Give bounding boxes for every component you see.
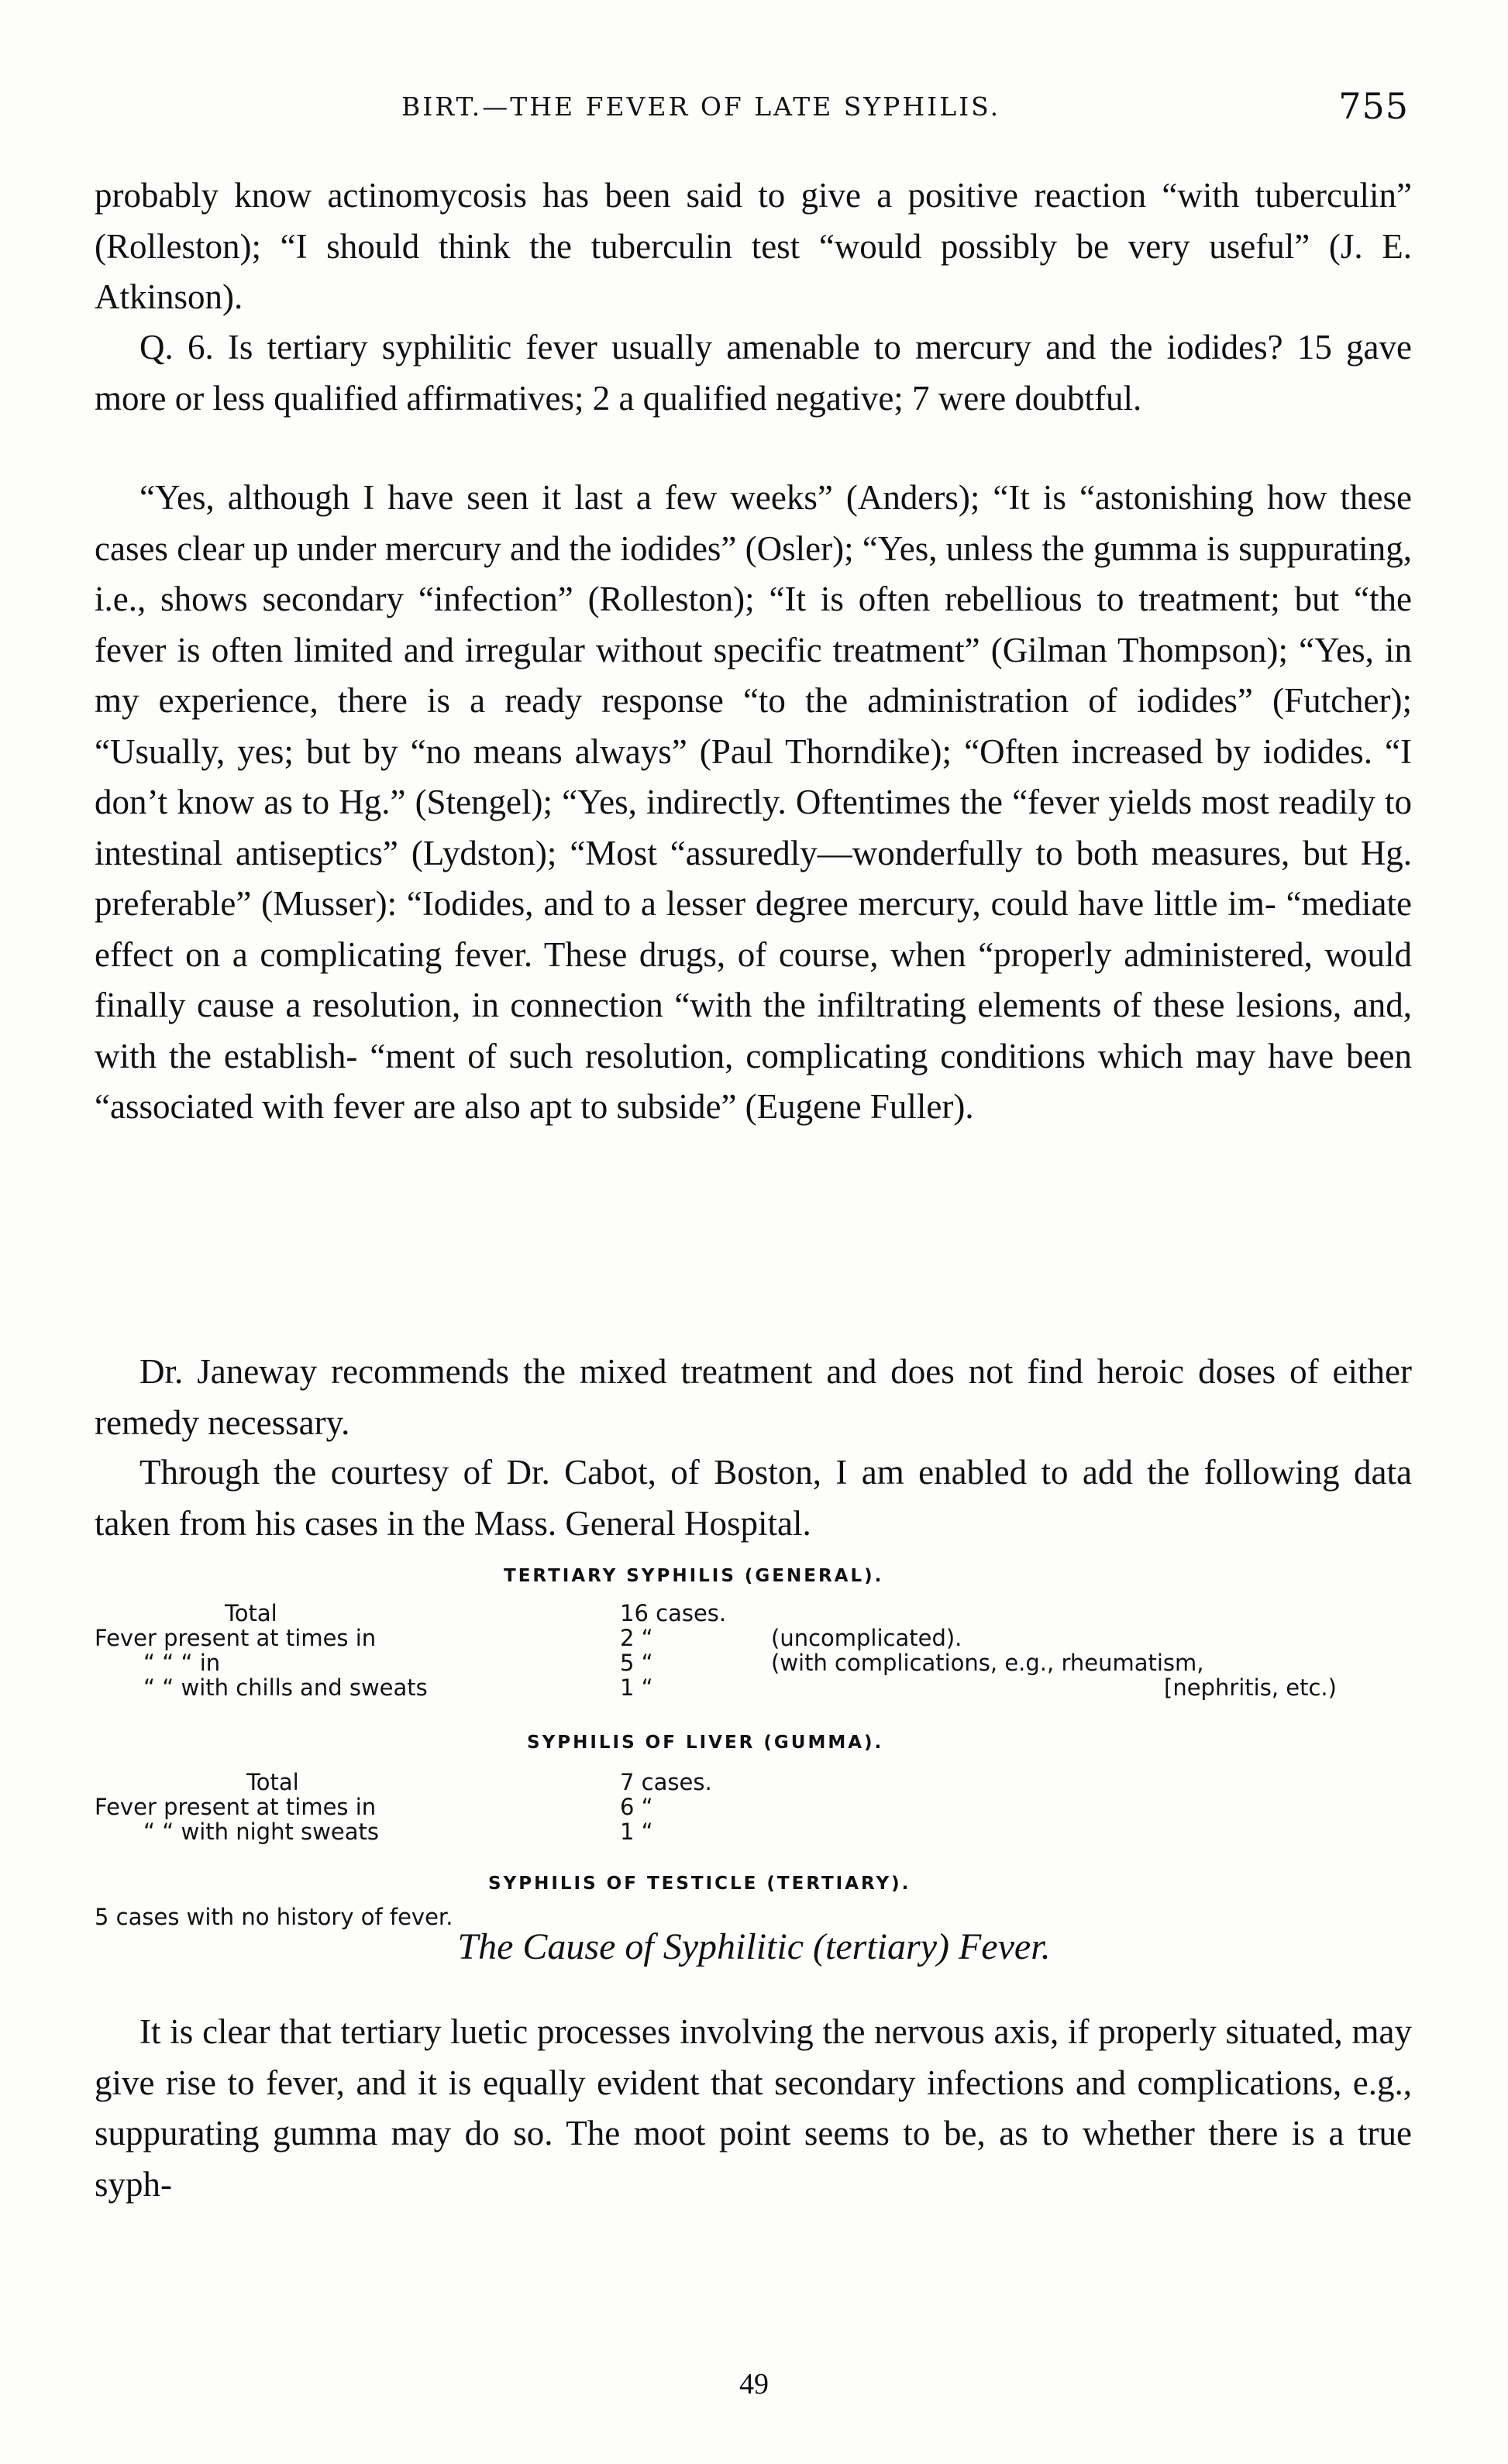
table3-heading: SYPHILIS OF TESTICLE (TERTIARY).	[488, 1874, 911, 1894]
section-heading: The Cause of Syphilitic (tertiary) Fever.	[457, 1926, 1051, 1967]
table1-row-count: 1 “	[620, 1674, 653, 1701]
running-title: BIRT.—THE FEVER OF LATE SYPHILIS.	[401, 91, 1001, 122]
table2-row-count: 7 cases.	[620, 1769, 712, 1795]
table2-row-label: Fever present at times in	[95, 1794, 377, 1820]
signature-mark: 49	[739, 2368, 769, 2400]
paragraph-text: Dr. Janeway recommends the mixed treatment and does not find heroic doses of either remedy necessary.	[95, 1352, 1412, 1442]
paragraph-cause	[95, 2007, 1412, 2210]
table3-line: 5 cases with no history of fever.	[95, 1904, 453, 1930]
table1-heading: TERTIARY SYPHILIS (GENERAL).	[504, 1566, 884, 1586]
table2-row-label: “ “ with night sweats	[143, 1819, 379, 1845]
paragraph-continuation	[95, 170, 1412, 323]
table1-row-note: [nephritis, etc.)	[1164, 1674, 1337, 1701]
table1-row-count: 16 cases.	[620, 1600, 727, 1626]
table1-row-note: (with complications, e.g., rheumatism,	[771, 1650, 1204, 1676]
table1-row-count: 5 “	[620, 1650, 653, 1676]
table2-heading: SYPHILIS OF LIVER (GUMMA).	[527, 1733, 884, 1753]
paragraph-text: Through the courtesy of Dr. Cabot, of Boston, I am enabled to add the following data taken from his cases in the Mass. General Hospital.	[95, 1453, 1412, 1543]
table1-row-count: 2 “	[620, 1625, 653, 1651]
paragraph-question-6	[95, 322, 1412, 424]
running-head	[91, 85, 1409, 138]
paragraph-text: probably know actinomycosis has been said to give a positive reaction “with tuberculin” (Rolleston); “I should think the tuberculin test “would possibly be very useful” (J. E. Atkinson).	[95, 176, 1412, 316]
paragraph-text: It is clear that tertiary luetic processes involving the nervous axis, if properly situated, may give rise to fever, and it is equally evident that secondary infections and complications, e.g., suppurating gumma may do so. The moot point seems to be, as to whether there is a true syph-	[95, 2012, 1412, 2204]
page-number: 755	[1338, 85, 1409, 127]
paragraph-janeway	[95, 1347, 1412, 1448]
table1-row-note: (uncomplicated).	[771, 1625, 962, 1651]
table2-row-label: Total	[246, 1769, 299, 1795]
paragraph-quotes	[95, 473, 1412, 1133]
paragraph-text: Q. 6. Is tertiary syphilitic fever usually amenable to mercury and the iodides? 15 gave more or less qualified affirmatives; 2 a qualified negative; 7 were doubtful.	[95, 328, 1412, 418]
table1-row-label: Fever present at times in	[95, 1625, 377, 1651]
table1-row-label: Total	[225, 1600, 277, 1626]
table2-row-count: 1 “	[620, 1819, 653, 1845]
paragraph-text: “Yes, although I have seen it last a few weeks” (Anders); “It is “astonishing how these cases clear up under mercury and the iodides” (Osler); “Yes, unless the gumma is suppurating, i.e., shows secondary “infection” (Rolleston); “It is often rebellious to treatment; but “the fever is often limited and irregular without specific treatment” (Gilman Thompson); “Yes, in my experience, there is a ready response “to the administration of iodides” (Futcher); “Usually, yes; but by “no means always” (Paul Thorndike); “Often increased by iodides. “I don’t know as to Hg.” (Stengel); “Yes, indirectly. Oftentimes the “fever yields most readily to intestinal antiseptics” (Lydston); “Most “assuredly—wonderfully to both measures, but Hg. preferable” (Musser): “Iodides, and to a lesser degree mercury, could have little im- “mediate effect on a complicating fever. These drugs, of course, when “properly administered, would finally cause a resolution, in connection “with the infiltrating elements of these lesions, and, with the establish- “ment of such resolution, complicating conditions which may have been “associated with fever are also apt to subside” (Eugene Fuller).	[95, 478, 1412, 1126]
table1-row-label: “ “ with chills and sweats	[143, 1674, 428, 1701]
table2-row-count: 6 “	[620, 1794, 653, 1820]
table1-row-label: “ “ “ in	[143, 1650, 221, 1676]
paragraph-cabot	[95, 1447, 1412, 1549]
